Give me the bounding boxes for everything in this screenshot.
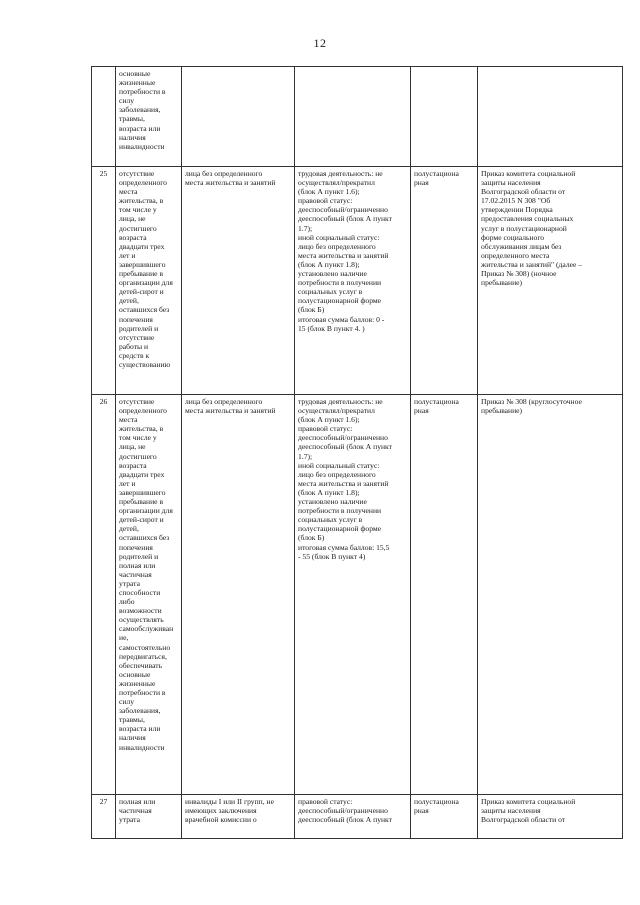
criteria-cell	[295, 67, 411, 167]
circumstance-cell: отсутствие определенного места жительства, в том числе у лица, не достигшего возраста двадцати трех лет и завершившего пребывание в организации для детей-сирот и детей, оставшихся без попечения родителей и полная или частичная утрата способности либо возможности осуществлять самообслуживан ие, самостоятельно передвигаться, обеспечивать основные жизненные потребности в силу заболевания, травмы, возраста или наличия инвалидности	[116, 395, 182, 795]
category-cell: лица без определенного места жительства и занятий	[182, 167, 295, 395]
circumstance-cell: основные жизненные потребности в силу заболевания, травмы, возраста или наличия инвалидности	[116, 67, 182, 167]
table-row	[92, 167, 623, 395]
row-number: 27	[92, 795, 116, 839]
legal-basis-cell: Приказ комитета социальной защиты населения Волгоградской области от	[478, 795, 623, 839]
legal-basis-cell: Приказ комитета социальной защиты населения Волгоградской области от 17.02.2015 N 308 "Об утверждении Порядка предоставления социальных услуг в полустационарной форме социального обслуживания лицам без определенного места жительства и занятий" (далее – Приказ № 308) (ночное пребывание)	[478, 167, 623, 395]
criteria-cell: трудовая деятельность: не осуществлял/прекратил (блок А пункт 1.6); правовой статус: дееспособный/ограниченно дееспособный (блок А пункт 1.7); иной социальный статус: лицо без определенного места жительства и занятий (блок А пункт 1.8); установлено наличие потребности в получении социальных услуг в полустационарной форме (блок Б) итоговая сумма баллов: 15,5 - 55 (блок В пункт 4)	[295, 395, 411, 795]
page-number: 12	[313, 36, 327, 50]
table-row	[92, 395, 623, 795]
services-table	[91, 66, 623, 839]
table-row	[92, 795, 623, 839]
category-cell: лица без определенного места жительства и занятий	[182, 395, 295, 795]
criteria-cell: правовой статус: дееспособный/ограниченно дееспособный (блок А пункт	[295, 795, 411, 839]
service-form-cell: полустациона рная	[411, 167, 478, 395]
row-number: 26	[92, 395, 116, 795]
service-form-cell: полустациона рная	[411, 395, 478, 795]
circumstance-cell: отсутствие определенного места жительства, в том числе у лица, не достигшего возраста двадцати трех лет и завершившего пребывание в организации для детей-сирот и детей, оставшихся без попечения родителей и отсутствие работы и средств к существованию	[116, 167, 182, 395]
table-row	[92, 67, 623, 167]
category-cell	[182, 67, 295, 167]
criteria-cell: трудовая деятельность: не осуществлял/прекратил (блок А пункт 1.6); правовой статус: дееспособный/ограниченно дееспособный (блок А пункт 1.7); иной социальный статус: лицо без определенного места жительства и занятий (блок А пункт 1.8); установлено наличие потребности в получении социальных услуг в полустационарной форме (блок Б) итоговая сумма баллов: 0 - 15 (блок В пункт 4. )	[295, 167, 411, 395]
service-form-cell: полустациона рная	[411, 795, 478, 839]
category-cell: инвалиды I или II групп, не имеющих заключения врачебной комиссии о	[182, 795, 295, 839]
legal-basis-cell: Приказ № 308 (круглосуточное пребывание)	[478, 395, 623, 795]
circumstance-cell: полная или частичная утрата	[116, 795, 182, 839]
service-form-cell	[411, 67, 478, 167]
row-number: 25	[92, 167, 116, 395]
row-number	[92, 67, 116, 167]
legal-basis-cell	[478, 67, 623, 167]
